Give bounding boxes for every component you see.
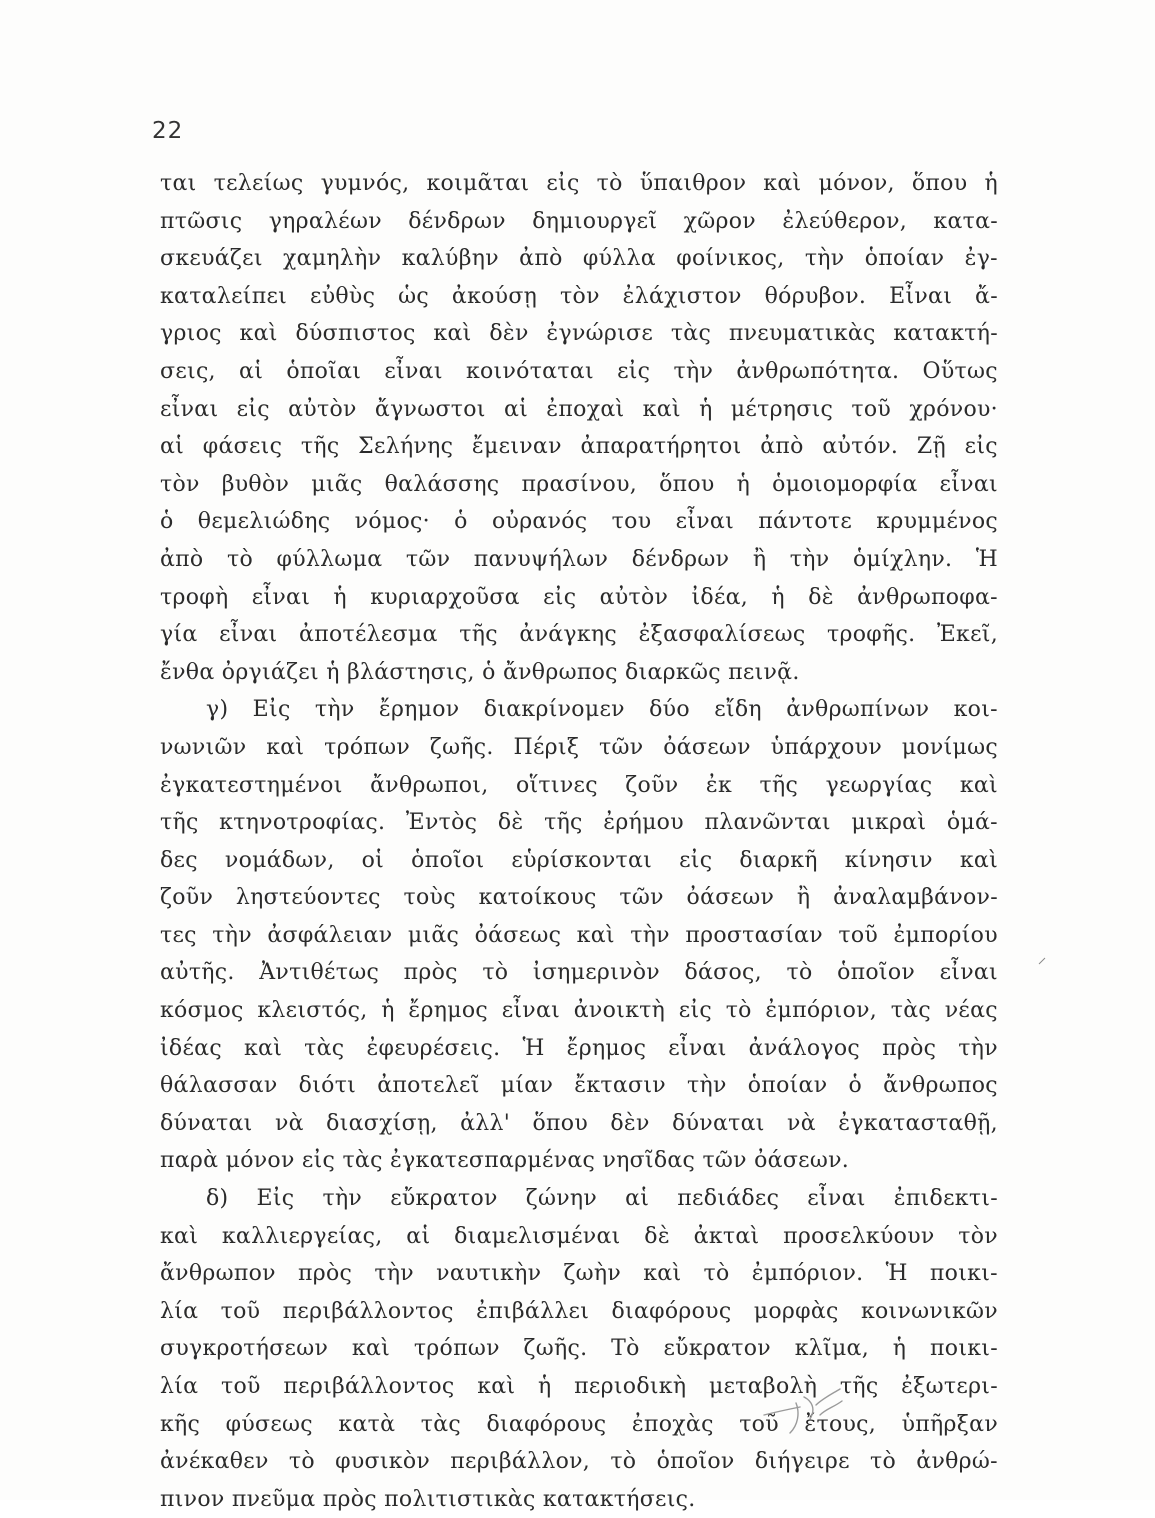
text-line-15: γ) Εἰς τὴν ἔρημον διακρίνομεν δύο εἴδη ἀνθρωπίνων κοι- [206,697,998,723]
text-line-5: γριος καὶ δύσπιστος καὶ δὲν ἐγνώρισε τὰς πνευματικὰς κατακτή- [160,321,998,347]
handwritten-mark [760,1385,850,1440]
text-line-24: ἰδέας καὶ τὰς ἐφευρέσεις. Ἡ ἔρημος εἶναι ἀνάλογος πρὸς τὴν [160,1035,998,1061]
text-line-22: αὐτῆς. Ἀντιθέτως πρὸς τὸ ἰσημερινὸν δάσος, τὸ ὁποῖον εἶναι [160,960,998,986]
text-line-2: πτῶσις γηραλέων δένδρων δημιουργεῖ χῶρον ἐλεύθερον, κατα- [160,208,998,234]
text-line-36: πινον πνεῦμα πρὸς πολιτιστικὰς κατακτήσεις. [160,1486,696,1512]
text-line-23: κόσμος κλειστός, ἡ ἔρημος εἶναι ἀνοικτὴ εἰς τὸ ἐμπόριον, τὰς νέας [160,998,998,1024]
text-line-30: ἄνθρωπον πρὸς τὴν ναυτικὴν ζωὴν καὶ τὸ ἐμπόριον. Ἡ ποικι- [160,1261,998,1287]
body-text [160,165,998,1518]
text-line-27: παρὰ μόνον εἰς τὰς ἐγκατεσπαρμένας νησῖδας τῶν ὀάσεων. [160,1148,850,1174]
text-line-33: λία τοῦ περιβάλλοντος καὶ ἡ περιοδικὴ μεταβολὴ τῆς ἐξωτερι- [160,1374,998,1399]
text-line-6: σεις, αἱ ὁποῖαι εἶναι κοινόταται εἰς τὴν ἀνθρωπότητα. Οὕτως [160,358,998,384]
text-line-28: δ) Εἰς τὴν εὔκρατον ζώνην αἱ πεδιάδες εἶναι ἐπιδεκτι- [206,1186,998,1212]
text-line-7: εἶναι εἰς αὐτὸν ἄγνωστοι αἱ ἐποχαὶ καὶ ἡ μέτρησις τοῦ χρόνου· [160,396,998,422]
text-line-10: ὁ θεμελιώδης νόμος· ὁ οὐρανός του εἶναι πάντοτε κρυμμένος [160,509,998,535]
text-line-16: νωνιῶν καὶ τρόπων ζωῆς. Πέριξ τῶν ὀάσεων ὑπάρχουν μονίμως [160,734,998,760]
text-line-21: τες τὴν ἀσφάλειαν μιᾶς ὀάσεως καὶ τὴν προστασίαν τοῦ ἐμπορίου [160,922,998,948]
text-line-11: ἀπὸ τὸ φύλλωμα τῶν πανυψήλων δένδρων ἢ τὴν ὁμίχλην. Ἡ [160,546,998,572]
text-line-19: δες νομάδων, οἱ ὁποῖοι εὑρίσκονται εἰς διαρκῆ κίνησιν καὶ [160,847,998,873]
text-line-32: συγκροτήσεων καὶ τρόπων ζωῆς. Τὸ εὔκρατον κλῖμα, ἡ ποικι- [160,1336,998,1362]
text-line-26: δύναται νὰ διασχίσῃ, ἀλλ' ὅπου δὲν δύναται νὰ ἐγκατασταθῇ, [160,1110,998,1136]
text-line-12: τροφὴ εἶναι ἡ κυριαρχοῦσα εἰς αὐτὸν ἰδέα, ἡ δὲ ἀνθρωποφα- [160,584,998,610]
text-line-25: θάλασσαν διότι ἀποτελεῖ μίαν ἔκτασιν τὴν ὁποίαν ὁ ἄνθρωπος [160,1073,998,1099]
text-line-18: τῆς κτηνοτροφίας. Ἐντὸς δὲ τῆς ἐρήμου πλανῶνται μικραὶ ὁμά- [160,810,998,836]
text-line-35: ἀνέκαθεν τὸ φυσικὸν περιβάλλον, τὸ ὁποῖον διήγειρε τὸ ἀνθρώ- [160,1449,998,1475]
page-number: 22 [152,118,184,144]
text-line-9: τὸν βυθὸν μιᾶς θαλάσσης πρασίνου, ὅπου ἡ ὁμοιομορφία εἶναι [160,471,998,497]
text-line-29: καὶ καλλιεργείας, αἱ διαμελισμέναι δὲ ἀκταὶ προσελκύουν τὸν [160,1223,998,1249]
text-line-20: ζοῦν ληστεύοντες τοὺς κατοίκους τῶν ὀάσεων ἢ ἀναλαμβάνον- [160,885,998,911]
stray-mark [1038,957,1046,965]
text-line-4: καταλείπει εὐθὺς ὡς ἀκούσῃ τὸν ἐλάχιστον θόρυβον. Εἶναι ἄ- [160,283,998,309]
text-line-31: λία τοῦ περιβάλλοντος ἐπιβάλλει διαφόρους μορφὰς κοινωνικῶν [160,1298,998,1324]
text-line-14: ἔνθα ὀργιάζει ἡ βλάστησις, ὁ ἄνθρωπος διαρκῶς πεινᾷ. [160,659,800,685]
text-line-8: αἱ φάσεις τῆς Σελήνης ἔμειναν ἀπαρατήρητοι ἀπὸ αὐτόν. Ζῇ εἰς [160,434,998,460]
text-line-3: σκευάζει χαμηλὴν καλύβην ἀπὸ φύλλα φοίνικος, τὴν ὁποίαν ἐγ- [160,246,998,272]
text-line-17: ἐγκατεστημένοι ἄνθρωποι, οἵτινες ζοῦν ἐκ τῆς γεωργίας καὶ [160,772,998,798]
text-line-1: ται τελείως γυμνός, κοιμᾶται εἰς τὸ ὕπαιθρον καὶ μόνον, ὅπου ἡ [160,171,998,196]
text-line-13: γία εἶναι ἀποτέλεσμα τῆς ἀνάγκης ἐξασφαλίσεως τροφῆς. Ἐκεῖ, [160,622,998,648]
text-line-34: κῆς φύσεως κατὰ τὰς διαφόρους ἐποχὰς τοῦ ἔτους, ὑπῆρξαν [160,1411,998,1437]
